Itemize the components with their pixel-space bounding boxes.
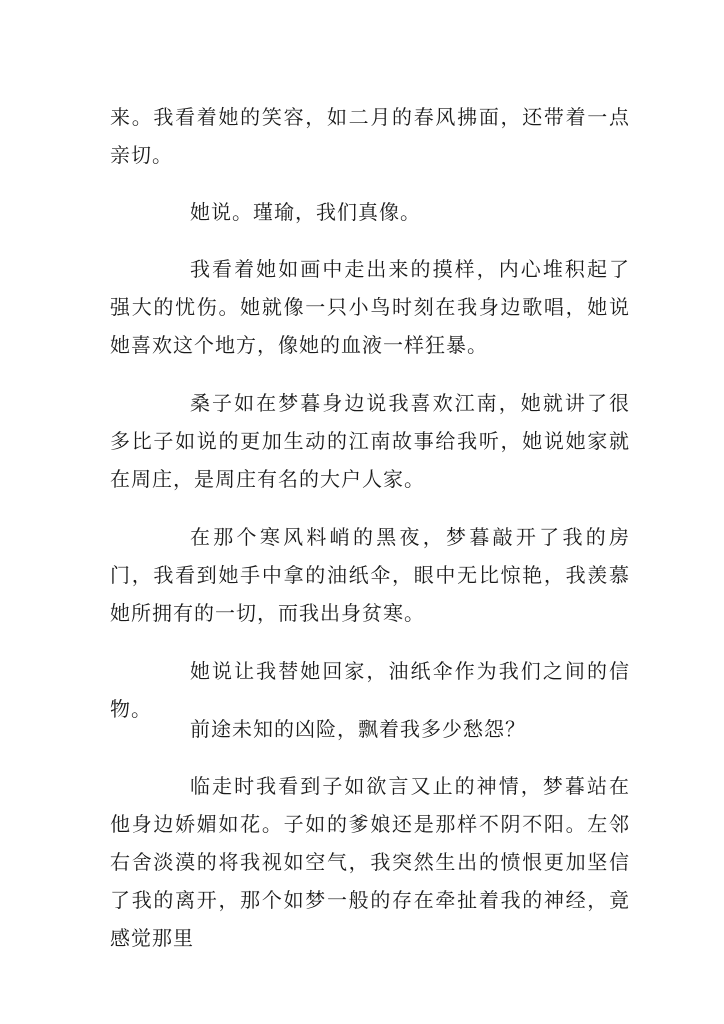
paragraph-3: 我看着她如画中走出来的摸样，内心堆积起了强大的忧伤。她就像一只小鸟时刻在我身边歌唱，她说她喜欢这个地方，像她的血液一样狂暴。 [110,257,630,357]
paragraph-1: 来。我看着她的笑容，如二月的春风拂面，还带着一点亲切。 [110,105,630,167]
paragraph-2: 她说。瑾瑜，我们真像。 [190,200,421,224]
paragraph-8: 临走时我看到子如欲言又止的神情，梦暮站在他身边娇媚如花。子如的爹娘还是那样不阴不阳。左邻右舍淡漠的将我视如空气，我突然生出的愤恨更加坚信了我的离开，那个如梦一般的存在牵扯着我的神经，竟感觉那里 [110,774,630,950]
paragraph-5: 在那个寒风料峭的黑夜，梦暮敲开了我的房门，我看到她手中拿的油纸伞，眼中无比惊艳，我羡慕她所拥有的一切，而我出身贫寒。 [110,525,630,625]
paragraph-7: 前途未知的凶险，飘着我多少愁怨？ [190,717,526,741]
paragraph-4: 桑子如在梦暮身边说我喜欢江南，她就讲了很多比子如说的更加生动的江南故事给我听，她说她家就在周庄，是周庄有名的大户人家。 [110,391,630,491]
paragraph-6: 她说让我替她回家，油纸伞作为我们之间的信物。 [110,659,630,721]
